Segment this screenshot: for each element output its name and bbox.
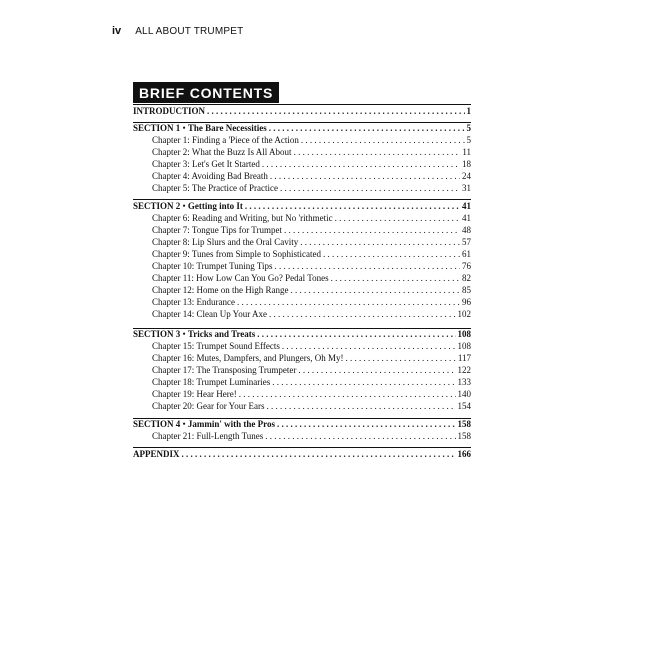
dot-leader	[323, 248, 460, 260]
toc-chapter[interactable]	[152, 146, 471, 158]
toc-section[interactable]	[133, 448, 471, 460]
toc-chapter[interactable]	[152, 364, 471, 376]
toc-page-number: 61	[462, 249, 471, 259]
toc-chapter[interactable]	[152, 182, 471, 194]
dot-leader	[335, 212, 460, 224]
toc-title: Chapter 7: Tongue Tips for Trumpet	[152, 225, 282, 235]
toc-title: Chapter 6: Reading and Writing, but No 'rithmetic	[152, 213, 333, 223]
toc-chapter[interactable]	[152, 158, 471, 170]
dot-leader	[207, 105, 464, 117]
toc-title: Chapter 17: The Transposing Trumpeter	[152, 365, 297, 375]
toc-page-number: 31	[462, 183, 471, 193]
toc-page-number: 82	[462, 273, 471, 283]
dot-leader	[266, 400, 455, 412]
dot-leader	[262, 158, 460, 170]
toc-chapter[interactable]	[152, 170, 471, 182]
section-number: SECTION 3	[133, 329, 181, 339]
toc-page-number: 76	[462, 261, 471, 271]
dot-leader	[270, 170, 460, 182]
section-label: Jammin' with the Pros	[187, 419, 276, 429]
toc-chapter[interactable]	[152, 352, 471, 364]
section-number: SECTION 2	[133, 201, 181, 211]
toc-chapter[interactable]	[152, 340, 471, 352]
toc-title: APPENDIX	[133, 449, 180, 459]
dot-leader	[282, 340, 456, 352]
dot-leader	[182, 448, 456, 460]
dot-leader	[239, 388, 456, 400]
toc-title: Chapter 8: Lip Slurs and the Oral Cavity	[152, 237, 299, 247]
toc-title: Chapter 2: What the Buzz Is All About	[152, 147, 292, 157]
dot-leader	[257, 328, 455, 340]
dot-leader	[298, 364, 455, 376]
toc-page-number: 24	[462, 171, 471, 181]
dot-leader	[269, 122, 465, 134]
dot-leader	[265, 430, 455, 442]
toc-title: Chapter 20: Gear for Your Ears	[152, 401, 265, 411]
toc-chapter[interactable]	[152, 308, 471, 320]
toc-title: Chapter 4: Avoiding Bad Breath	[152, 171, 268, 181]
dot-leader	[290, 284, 460, 296]
toc-section[interactable]	[133, 328, 471, 340]
toc-title: Chapter 15: Trumpet Sound Effects	[152, 341, 280, 351]
page-number: iv	[112, 25, 122, 37]
toc-chapter[interactable]	[152, 430, 471, 442]
toc-page-number: 5	[466, 123, 471, 133]
toc-chapter[interactable]	[152, 224, 471, 236]
toc-page-number: 154	[457, 401, 471, 411]
toc-title: Chapter 12: Home on the High Range	[152, 285, 289, 295]
book-title: ALL ABOUT TRUMPET	[135, 26, 244, 37]
toc-title: Chapter 21: Full-Length Tunes	[152, 431, 264, 441]
toc-page-number: 158	[457, 419, 471, 429]
toc-title	[133, 200, 243, 212]
toc-chapter[interactable]	[152, 376, 471, 388]
dot-leader	[300, 236, 460, 248]
toc-section[interactable]	[133, 200, 471, 212]
bullet-separator: •	[180, 201, 188, 211]
toc-title: Chapter 11: How Low Can You Go? Pedal Tones	[152, 273, 329, 283]
toc-title: Chapter 3: Let's Get It Started	[152, 159, 260, 169]
dot-leader	[272, 376, 455, 388]
toc-page-number: 96	[462, 297, 471, 307]
section-label: Getting into It	[187, 201, 243, 211]
toc-page-number: 18	[462, 159, 471, 169]
toc-chapter[interactable]	[152, 400, 471, 412]
toc-page-number: 108	[457, 329, 471, 339]
toc-section[interactable]	[133, 122, 471, 134]
bullet-separator: •	[180, 123, 188, 133]
toc-page-number: 41	[462, 201, 471, 211]
toc-page-number: 1	[466, 106, 471, 116]
toc-chapter[interactable]	[152, 212, 471, 224]
toc-page-number: 166	[457, 449, 471, 459]
toc-title: Chapter 14: Clean Up Your Axe	[152, 309, 267, 319]
section-label: The Bare Necessities	[187, 123, 267, 133]
toc-title: Chapter 13: Endurance	[152, 297, 235, 307]
toc-title: Chapter 19: Hear Here!	[152, 389, 237, 399]
section-number: SECTION 4	[133, 419, 181, 429]
toc-chapter[interactable]	[152, 272, 471, 284]
dot-leader	[284, 224, 460, 236]
toc-page-number: 102	[457, 309, 471, 319]
bullet-separator: •	[180, 419, 188, 429]
toc-page-number: 48	[462, 225, 471, 235]
toc-page-number: 140	[457, 389, 471, 399]
toc-chapter[interactable]	[152, 134, 471, 146]
toc-title: INTRODUCTION	[133, 106, 206, 116]
dot-leader	[275, 260, 460, 272]
toc-chapter[interactable]	[152, 296, 471, 308]
dot-leader	[245, 200, 460, 212]
dot-leader	[301, 134, 465, 146]
brief-contents-heading: BRIEF CONTENTS	[133, 82, 279, 103]
toc-section[interactable]	[133, 105, 471, 117]
running-header	[112, 25, 243, 37]
toc-page-number: 41	[462, 213, 471, 223]
toc-title	[133, 328, 255, 340]
dot-leader	[345, 352, 455, 364]
toc-page-number: 133	[457, 377, 471, 387]
toc-page-number: 57	[462, 237, 471, 247]
toc-title: Chapter 16: Mutes, Dampfers, and Plungers, Oh My!	[152, 353, 344, 363]
toc-chapter[interactable]	[152, 236, 471, 248]
dot-leader	[294, 146, 461, 158]
toc-chapter[interactable]	[152, 260, 471, 272]
section-number: SECTION 1	[133, 123, 181, 133]
dot-leader	[277, 418, 455, 430]
toc-page-number: 5	[466, 135, 471, 145]
dot-leader	[237, 296, 460, 308]
toc-section[interactable]	[133, 418, 471, 430]
toc-title	[133, 122, 267, 134]
section-label: Tricks and Treats	[187, 329, 256, 339]
toc-title: Chapter 9: Tunes from Simple to Sophisticated	[152, 249, 321, 259]
toc-chapter[interactable]	[152, 388, 471, 400]
toc-title: Chapter 10: Trumpet Tuning Tips	[152, 261, 273, 271]
toc-chapter[interactable]	[152, 248, 471, 260]
toc-title: Chapter 18: Trumpet Luminaries	[152, 377, 271, 387]
dot-leader	[269, 308, 456, 320]
dot-leader	[280, 182, 460, 194]
bullet-separator: •	[180, 329, 188, 339]
toc-title: Chapter 1: Finding a 'Piece of the Action	[152, 135, 299, 145]
dot-leader	[331, 272, 460, 284]
toc-title	[133, 418, 275, 430]
toc-chapter[interactable]	[152, 284, 471, 296]
toc-title: Chapter 5: The Practice of Practice	[152, 183, 279, 193]
toc-page-number: 85	[462, 285, 471, 295]
toc-page-number: 11	[462, 147, 471, 157]
toc-page-number: 108	[457, 341, 471, 351]
toc-page-number: 117	[457, 353, 471, 363]
toc-page-number: 122	[457, 365, 471, 375]
toc-page-number: 158	[457, 431, 471, 441]
